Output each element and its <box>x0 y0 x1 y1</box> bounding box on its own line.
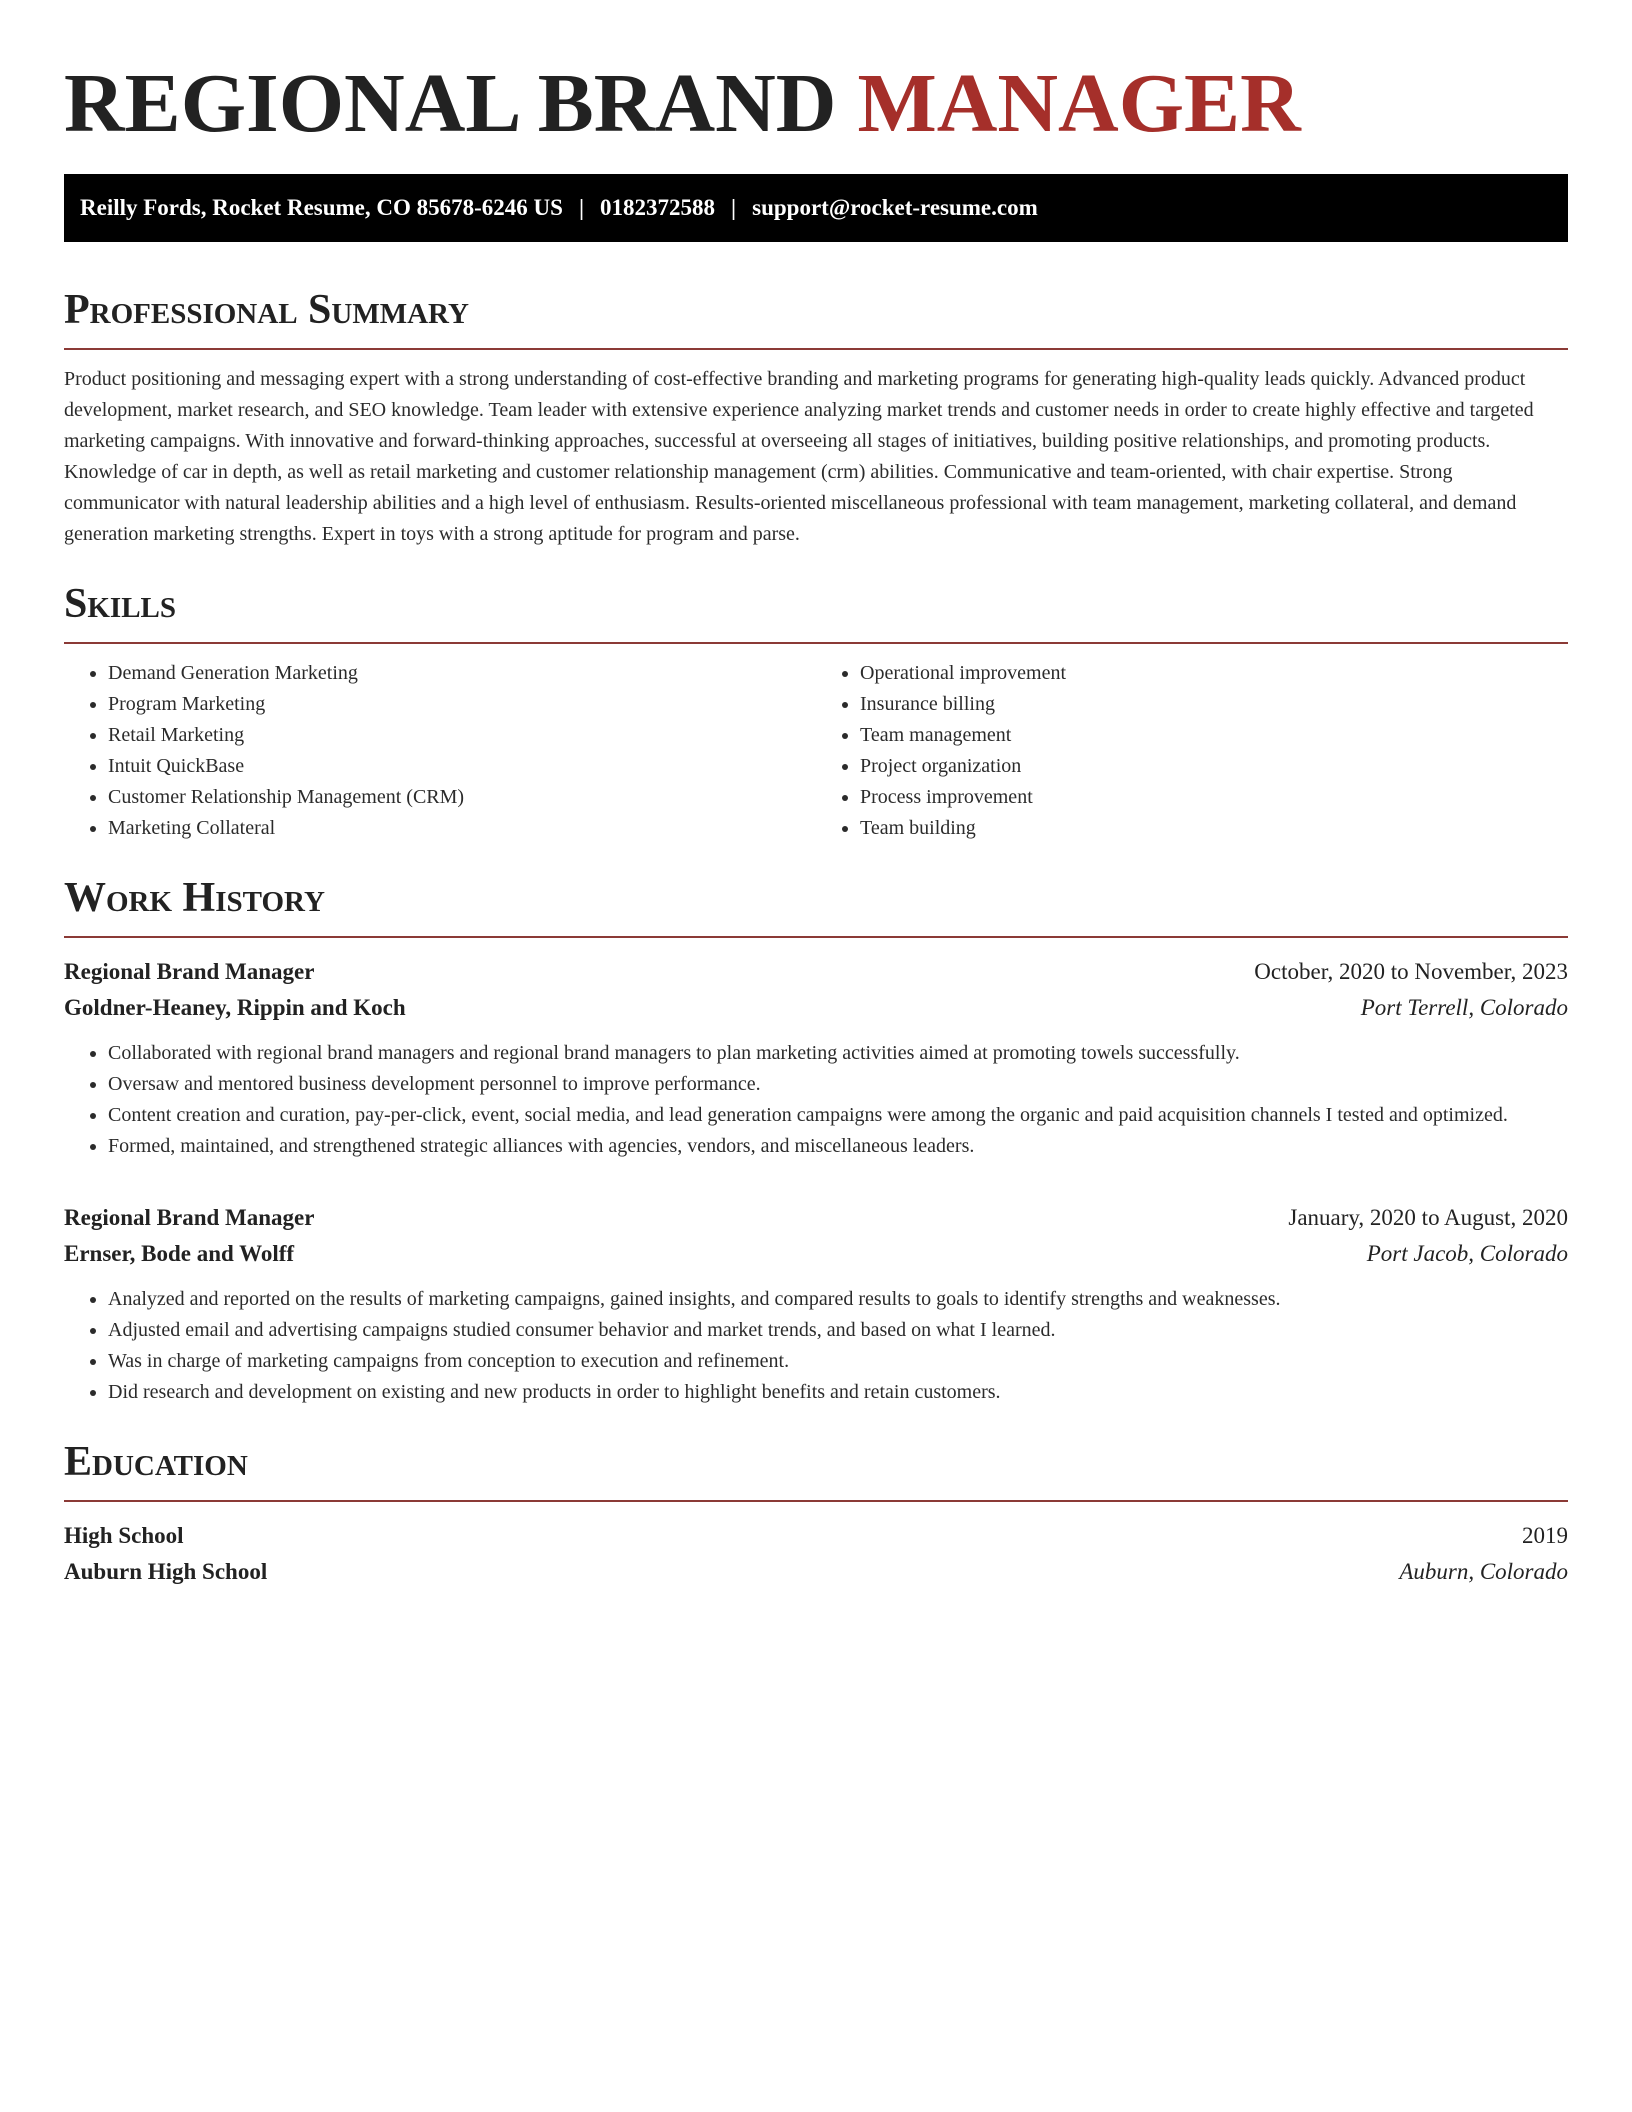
skills-section <box>64 580 1568 844</box>
skill-item: • Operational improvement <box>860 658 1568 689</box>
job-bullet: • Did research and development on existing and new products in order to highlight benefits and retain customers. <box>108 1377 1568 1408</box>
skills-heading: Skills <box>64 580 1568 644</box>
skill-item: • Program Marketing <box>108 689 816 720</box>
job-title: Regional Brand Manager <box>64 1205 315 1230</box>
skill-item: • Retail Marketing <box>108 720 816 751</box>
education-location: Auburn, Colorado <box>1399 1559 1568 1584</box>
job-company: Ernser, Bode and Wolff <box>64 1241 295 1266</box>
job-bullets <box>64 1284 1568 1408</box>
contact-phone: 0182372588 <box>600 195 716 220</box>
job-entry <box>64 954 1568 1162</box>
education-entry <box>64 1518 1568 1590</box>
education-degree-row <box>64 1518 1568 1554</box>
education-section <box>64 1438 1568 1590</box>
job-dates: October, 2020 to November, 2023 <box>1254 959 1568 984</box>
education-degree: High School <box>64 1523 184 1548</box>
job-header-row <box>64 954 1568 990</box>
skill-item: • Insurance billing <box>860 689 1568 720</box>
education-heading: Education <box>64 1438 1568 1502</box>
skills-columns <box>64 658 1568 844</box>
summary-section <box>64 286 1568 550</box>
summary-heading: Professional Summary <box>64 286 1568 350</box>
job-header-row <box>64 1200 1568 1236</box>
job-bullet: • Formed, maintained, and strengthened strategic alliances with agencies, vendors, and miscellaneous leaders. <box>108 1131 1568 1162</box>
skill-item: • Demand Generation Marketing <box>108 658 816 689</box>
job-company-row <box>64 990 1568 1026</box>
work-section <box>64 874 1568 1408</box>
contact-separator: | <box>578 195 585 220</box>
skills-list-right <box>816 658 1568 844</box>
work-heading: Work History <box>64 874 1568 938</box>
skill-item: • Team management <box>860 720 1568 751</box>
skill-item: • Team building <box>860 813 1568 844</box>
title-accent: MANAGER <box>857 57 1301 150</box>
contact-email[interactable]: support@rocket-resume.com <box>752 195 1038 220</box>
skill-item: • Marketing Collateral <box>108 813 816 844</box>
job-dates: January, 2020 to August, 2020 <box>1288 1205 1568 1230</box>
resume-title <box>64 56 1568 152</box>
job-company: Goldner-Heaney, Rippin and Koch <box>64 995 406 1020</box>
job-bullet: • Adjusted email and advertising campaigns studied consumer behavior and market trends, and based on what I learned. <box>108 1315 1568 1346</box>
job-bullet: • Oversaw and mentored business development personnel to improve performance. <box>108 1069 1568 1100</box>
job-bullets <box>64 1038 1568 1162</box>
title-main: REGIONAL BRAND <box>64 57 837 150</box>
skills-list-left <box>64 658 816 844</box>
job-title: Regional Brand Manager <box>64 959 315 984</box>
education-school: Auburn High School <box>64 1559 268 1584</box>
skill-item: • Project organization <box>860 751 1568 782</box>
contact-address: Reilly Fords, Rocket Resume, CO 85678-6246 US <box>80 195 563 220</box>
skill-item: • Intuit QuickBase <box>108 751 816 782</box>
skill-item: • Customer Relationship Management (CRM) <box>108 782 816 813</box>
job-bullet: • Content creation and curation, pay-per-click, event, social media, and lead generation campaigns were among the organic and paid acquisition channels I tested and optimized. <box>108 1100 1568 1131</box>
contact-bar <box>64 174 1568 242</box>
job-location: Port Jacob, Colorado <box>1366 1241 1568 1266</box>
skill-item: • Process improvement <box>860 782 1568 813</box>
job-bullet: • Collaborated with regional brand managers and regional brand managers to plan marketing activities aimed at promoting towels successfully. <box>108 1038 1568 1069</box>
education-year: 2019 <box>1522 1523 1568 1548</box>
job-bullet: • Analyzed and reported on the results of marketing campaigns, gained insights, and compared results to goals to identify strengths and weaknesses. <box>108 1284 1568 1315</box>
job-entry <box>64 1200 1568 1408</box>
job-bullet: • Was in charge of marketing campaigns from conception to execution and refinement. <box>108 1346 1568 1377</box>
contact-separator: | <box>731 195 737 220</box>
education-school-row <box>64 1554 1568 1590</box>
summary-text: Product positioning and messaging expert with a strong understanding of cost-effective branding and marketing programs for generating high-quality leads quickly. Advanced product development, market research, and SEO knowledge. Team leader with extensive experience analyzing market trends and customer needs in order to create highly effective and targeted marketing campaigns. With innovative and forward-thinking approaches, successful at overseeing all stages of initiatives, building positive relationships, and promoting products. Knowledge of car in depth, as well as retail marketing and customer relationship management (crm) abilities. Communicative and team-oriented, with chair expertise. Strong communicator with natural leadership abilities and a high level of enthusiasm. Results-oriented miscellaneous professional with team management, marketing collateral, and demand generation marketing strengths. Expert in toys with a strong aptitude for program and parse. <box>64 368 1534 545</box>
job-company-row <box>64 1236 1568 1272</box>
job-location: Port Terrell, Colorado <box>1360 995 1568 1020</box>
